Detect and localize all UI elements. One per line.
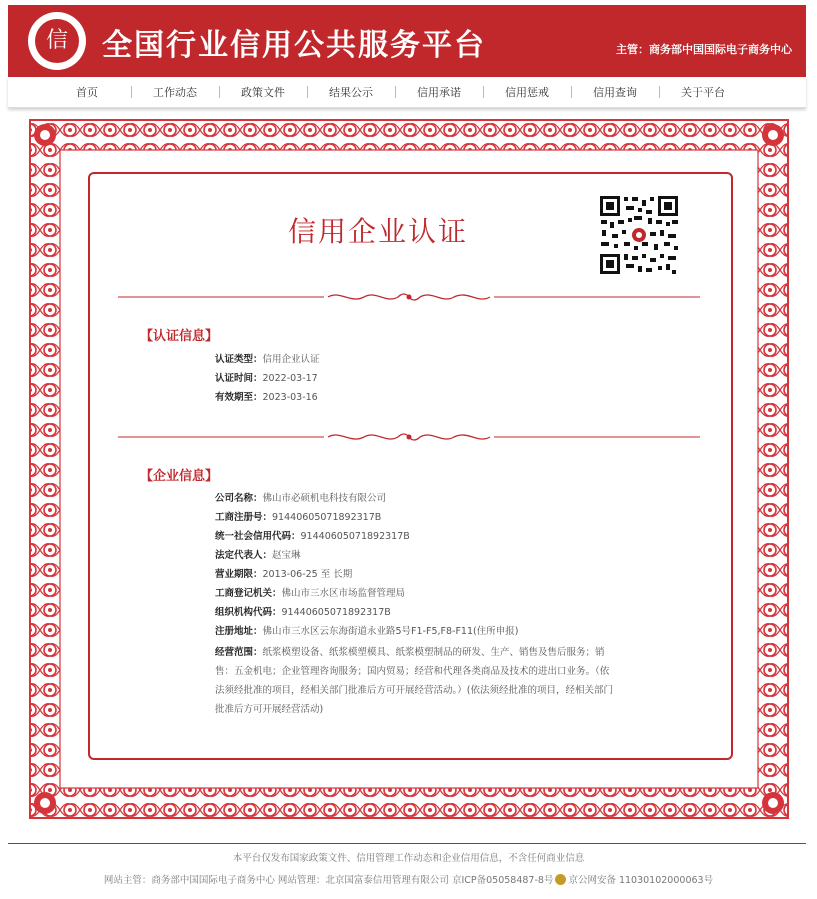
- business-scope: 经营范围：纸浆模塑设备、纸浆模塑模具、纸浆模塑制品的研发、生产、销售及售后服务；销售：五金机电；企业管理咨询服务；国内贸易；经营和代理各类商品及技术的进出口业务。（依法须经批准的项目，经相关部门批准后方可开展经营活动。）(依法须经批准的项目，经相关部门批准后方可开展经营活动): [215, 647, 613, 715]
- company-section-heading: 【企业信息】: [140, 469, 219, 484]
- certificate-title: 信用企业认证: [288, 215, 469, 248]
- auth-section-heading: 【认证信息】: [140, 329, 219, 344]
- reg-address-row: 注册地址：佛山市三水区云东海街道永业路5号F1-F5,F8-F11(住所申报): [215, 626, 519, 637]
- footer-divider: [8, 843, 806, 844]
- qr-code-icon[interactable]: [598, 194, 680, 276]
- logo-credit-icon: 信: [35, 19, 79, 63]
- auth-date-row: 认证时间：2022-03-17: [215, 373, 318, 384]
- business-term-row: 营业期限：2013-06-25 至 长期: [215, 569, 353, 580]
- site-title: 全国行业信用公共服务平台: [102, 28, 486, 63]
- credit-code-row: 统一社会信用代码：91440605071892317B: [215, 531, 410, 542]
- footer-admin-text: 网站主管：商务部中国国际电子商务中心 网站管理：北京国富泰信用管理有限公司 京ICP备05058487-8号: [103, 875, 554, 886]
- company-name-row: 公司名称：佛山市必硕机电科技有限公司: [215, 493, 387, 504]
- reg-authority-row: 工商登记机关：佛山市三水区市场监督管理局: [215, 588, 406, 599]
- nav-about[interactable]: 关于平台: [659, 84, 747, 100]
- decorative-divider: [118, 430, 700, 444]
- nav-credit-pledge[interactable]: 信用承诺: [395, 84, 483, 100]
- legal-rep-row: 法定代表人：赵宝琳: [215, 550, 301, 561]
- valid-until-row: 有效期至：2023-03-16: [215, 392, 318, 403]
- nav-results[interactable]: 结果公示: [307, 84, 395, 100]
- nav-credit-penalty[interactable]: 信用惩戒: [483, 84, 571, 100]
- org-code-row: 组织机构代码：91440605071892317B: [215, 607, 391, 618]
- footer-disclaimer: 本平台仅发布国家政策文件、信用管理工作动态和企业信用信息，不含任何商业信息: [232, 853, 585, 864]
- footer-police-record-link[interactable]: 京公网安备 11030102000063号: [568, 875, 714, 886]
- nav-credit-query[interactable]: 信用查询: [571, 84, 659, 100]
- sponsor-text: 主管：商务部中国国际电子商务中心: [616, 43, 792, 56]
- nav-work-news[interactable]: 工作动态: [131, 84, 219, 100]
- police-badge-icon: [555, 874, 566, 885]
- nav-home[interactable]: 首页: [76, 86, 98, 99]
- footer-info: [0, 872, 817, 886]
- nav-policy-docs[interactable]: 政策文件: [219, 84, 307, 100]
- auth-type-row: 认证类型：信用企业认证: [215, 354, 320, 365]
- decorative-divider: [118, 290, 700, 304]
- business-reg-no-row: 工商注册号：91440605071892317B: [215, 512, 382, 523]
